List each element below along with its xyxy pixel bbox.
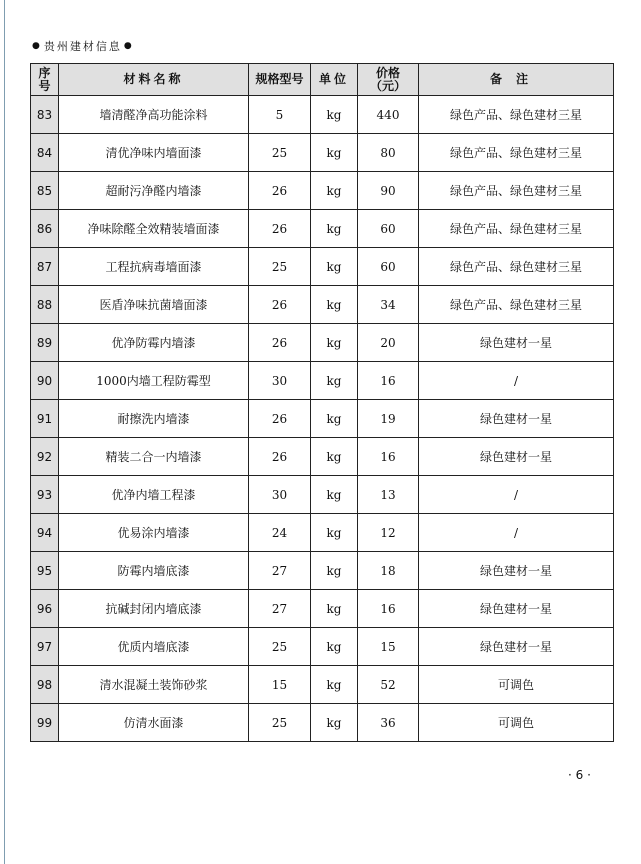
cell-price: 12: [358, 514, 419, 552]
table-row: [31, 590, 614, 628]
table-row: [31, 134, 614, 172]
col-header-unit-label: 单位: [318, 72, 349, 86]
table-row: [31, 514, 614, 552]
cell-note: 绿色产品、绿色建材三星: [419, 96, 614, 134]
cell-spec: 24: [249, 514, 311, 552]
cell-no: 99: [31, 704, 59, 742]
cell-price: 440: [358, 96, 419, 134]
cell-no: 94: [31, 514, 59, 552]
cell-spec: 26: [249, 438, 311, 476]
cell-spec: 25: [249, 628, 311, 666]
table-row: [31, 210, 614, 248]
cell-note: 绿色建材一星: [419, 628, 614, 666]
cell-price: 18: [358, 552, 419, 590]
cell-note: /: [419, 362, 614, 400]
header-title: 贵州建材信息: [43, 40, 122, 53]
cell-name: 抗碱封闭内墙底漆: [59, 590, 249, 628]
col-header-note: [419, 64, 614, 96]
col-header-name-label: 材料名称: [123, 72, 184, 86]
table-row: [31, 552, 614, 590]
table-row: [31, 362, 614, 400]
cell-no: 85: [31, 172, 59, 210]
col-header-no-line1: 序: [38, 65, 51, 80]
cell-no: 90: [31, 362, 59, 400]
cell-unit: kg: [311, 134, 358, 172]
cell-name: 医盾净味抗菌墙面漆: [59, 286, 249, 324]
cell-no: 93: [31, 476, 59, 514]
running-header: [30, 38, 136, 54]
cell-name: 超耐污净醛内墙漆: [59, 172, 249, 210]
cell-price: 20: [358, 324, 419, 362]
cell-unit: kg: [311, 590, 358, 628]
cell-unit: kg: [311, 248, 358, 286]
cell-unit: kg: [311, 96, 358, 134]
table-header-row: [31, 64, 614, 96]
table-row: [31, 96, 614, 134]
cell-name: 墙清醛净高功能涂料: [59, 96, 249, 134]
cell-no: 97: [31, 628, 59, 666]
cell-price: 52: [358, 666, 419, 704]
cell-unit: kg: [311, 514, 358, 552]
col-header-spec: [249, 64, 311, 96]
cell-note: 绿色产品、绿色建材三星: [419, 134, 614, 172]
cell-price: 80: [358, 134, 419, 172]
cell-unit: kg: [311, 704, 358, 742]
cell-unit: kg: [311, 438, 358, 476]
cell-price: 16: [358, 362, 419, 400]
cell-note: 绿色建材一星: [419, 590, 614, 628]
cell-spec: 26: [249, 286, 311, 324]
col-header-unit: [311, 64, 358, 96]
cell-name: 清水混凝土装饰砂浆: [59, 666, 249, 704]
cell-spec: 27: [249, 552, 311, 590]
page-number: · 6 ·: [568, 768, 591, 782]
cell-name: 1000内墙工程防霉型: [59, 362, 249, 400]
cell-spec: 26: [249, 210, 311, 248]
col-header-no-line2: 号: [38, 78, 51, 93]
cell-no: 88: [31, 286, 59, 324]
cell-no: 87: [31, 248, 59, 286]
cell-unit: kg: [311, 362, 358, 400]
cell-spec: 30: [249, 476, 311, 514]
cell-name: 净味除醛全效精装墙面漆: [59, 210, 249, 248]
cell-price: 13: [358, 476, 419, 514]
cell-spec: 27: [249, 590, 311, 628]
table-row: [31, 248, 614, 286]
table-row: [31, 172, 614, 210]
cell-note: /: [419, 514, 614, 552]
cell-unit: kg: [311, 666, 358, 704]
page-edge-rule: [4, 0, 5, 864]
cell-name: 优净防霉内墙漆: [59, 324, 249, 362]
cell-note: 绿色建材一星: [419, 438, 614, 476]
table-row: [31, 628, 614, 666]
cell-spec: 15: [249, 666, 311, 704]
cell-no: 95: [31, 552, 59, 590]
cell-unit: kg: [311, 286, 358, 324]
cell-no: 91: [31, 400, 59, 438]
cell-name: 精装二合一内墙漆: [59, 438, 249, 476]
cell-no: 98: [31, 666, 59, 704]
cell-note: 绿色产品、绿色建材三星: [419, 286, 614, 324]
price-table: [30, 63, 614, 742]
col-header-price-line1: 价格: [375, 65, 400, 80]
cell-name: 防霉内墙底漆: [59, 552, 249, 590]
cell-spec: 25: [249, 248, 311, 286]
cell-spec: 25: [249, 134, 311, 172]
cell-note: /: [419, 476, 614, 514]
header-bullet-left: ●: [32, 41, 42, 51]
cell-price: 60: [358, 210, 419, 248]
cell-note: 可调色: [419, 704, 614, 742]
header-bullet-right: ●: [123, 41, 134, 51]
cell-price: 19: [358, 400, 419, 438]
cell-price: 60: [358, 248, 419, 286]
cell-note: 绿色建材一星: [419, 400, 614, 438]
cell-spec: 5: [249, 96, 311, 134]
cell-name: 仿清水面漆: [59, 704, 249, 742]
cell-note: 绿色产品、绿色建材三星: [419, 210, 614, 248]
cell-no: 89: [31, 324, 59, 362]
cell-name: 优质内墙底漆: [59, 628, 249, 666]
cell-unit: kg: [311, 172, 358, 210]
cell-no: 83: [31, 96, 59, 134]
table-row: [31, 286, 614, 324]
cell-spec: 25: [249, 704, 311, 742]
cell-no: 96: [31, 590, 59, 628]
col-header-spec-label: 规格型号: [255, 72, 304, 86]
cell-unit: kg: [311, 476, 358, 514]
cell-spec: 26: [249, 172, 311, 210]
cell-unit: kg: [311, 400, 358, 438]
cell-no: 84: [31, 134, 59, 172]
cell-unit: kg: [311, 552, 358, 590]
cell-price: 90: [358, 172, 419, 210]
cell-unit: kg: [311, 628, 358, 666]
cell-unit: kg: [311, 324, 358, 362]
cell-name: 清优净味内墙面漆: [59, 134, 249, 172]
cell-unit: kg: [311, 210, 358, 248]
cell-price: 15: [358, 628, 419, 666]
cell-note: 绿色产品、绿色建材三星: [419, 172, 614, 210]
cell-price: 34: [358, 286, 419, 324]
cell-price: 16: [358, 590, 419, 628]
cell-price: 16: [358, 438, 419, 476]
col-header-no: [31, 64, 59, 96]
cell-note: 绿色建材一星: [419, 552, 614, 590]
cell-spec: 26: [249, 324, 311, 362]
cell-no: 86: [31, 210, 59, 248]
cell-spec: 26: [249, 400, 311, 438]
table-row: [31, 666, 614, 704]
cell-name: 耐擦洗内墙漆: [59, 400, 249, 438]
cell-price: 36: [358, 704, 419, 742]
cell-name: 工程抗病毒墙面漆: [59, 248, 249, 286]
cell-name: 优易涂内墙漆: [59, 514, 249, 552]
cell-no: 92: [31, 438, 59, 476]
table-row: [31, 400, 614, 438]
table-row: [31, 704, 614, 742]
cell-spec: 30: [249, 362, 311, 400]
col-header-name: [59, 64, 249, 96]
cell-name: 优净内墙工程漆: [59, 476, 249, 514]
table-row: [31, 438, 614, 476]
cell-note: 绿色建材一星: [419, 324, 614, 362]
table-row: [31, 324, 614, 362]
col-header-price: [358, 64, 419, 96]
cell-note: 绿色产品、绿色建材三星: [419, 248, 614, 286]
cell-note: 可调色: [419, 666, 614, 704]
table-row: [31, 476, 614, 514]
col-header-price-line2: （元）: [369, 78, 406, 93]
col-header-note-label: 备注: [489, 72, 542, 86]
